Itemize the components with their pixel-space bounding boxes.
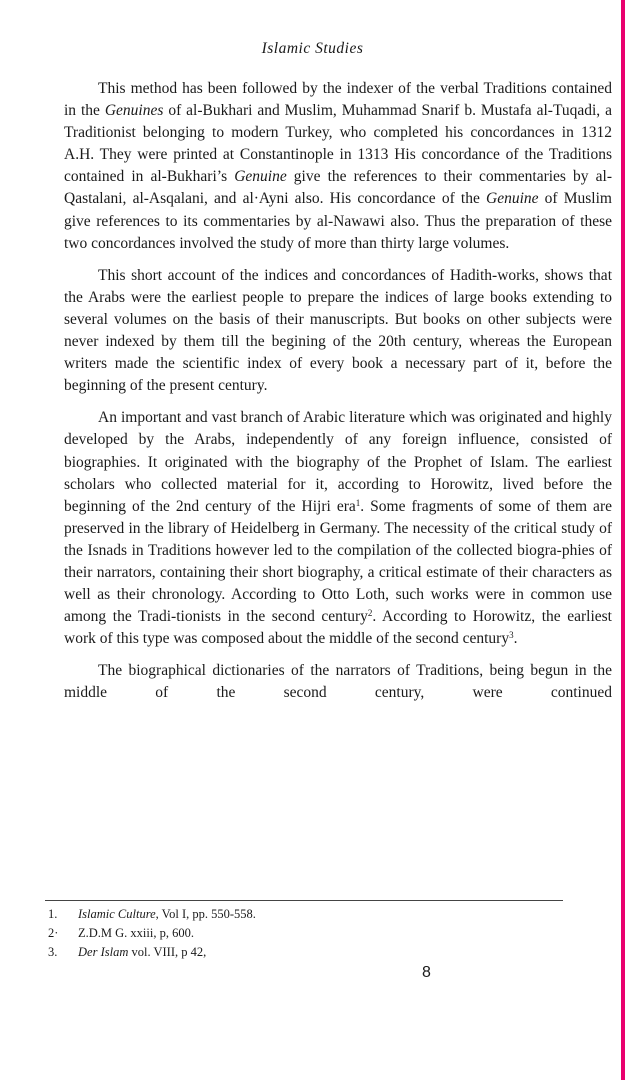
italic-term: Genuines: [104, 102, 164, 120]
footnotes: [48, 905, 256, 962]
body-paragraph: [64, 660, 612, 704]
text-run: Z.D.M G. xxiii, p, 600.: [78, 926, 194, 940]
footnote-number: 3.: [48, 945, 58, 959]
italic-term: Islamic Culture: [78, 907, 156, 921]
text-run: vol. VIII, p 42,: [128, 945, 207, 959]
footnote: [48, 924, 256, 943]
body-paragraph: [64, 265, 612, 398]
page-number: 8: [422, 964, 431, 981]
text-run: . Some fragments of some of them are preserved in the library of Heidelberg in Germany. The necessity of the critical study of the Isnads in Traditions however led to the compilation of the collected biogra-phies of their narrators, containing their short biography, a critical estimate of their characters as well as their chronology. According to Otto Loth, such works were in common use among the Tradi-tionists in the second century: [64, 497, 612, 626]
text-run: . According to Horowitz, the earliest work of this type was composed about the middle of the second century: [64, 608, 612, 648]
footnote: [48, 943, 256, 962]
page-edge-mark: [621, 0, 625, 1080]
text-run: This method has been followed by the indexer of the verbal Traditions contained in the: [64, 80, 612, 120]
running-header: Islamic Studies: [261, 40, 364, 57]
text-run: The biographical dictionaries of the narrators of Traditions, being begun in the middle of the second century, were continued: [64, 662, 612, 702]
footnote-ref: 3: [509, 630, 514, 641]
body-paragraph: [64, 407, 612, 650]
footnote-number: 2·: [48, 926, 59, 940]
italic-term: Der Islam: [78, 945, 129, 959]
footnote: [48, 905, 256, 924]
body-paragraph: [64, 78, 612, 255]
text-run: , Vol I, pp. 550-558.: [155, 907, 256, 921]
footnote-number: 1.: [48, 907, 58, 921]
text-run: of Muslim give references to its commentaries by al-Nawawi also. Thus the preparation of these two concordances involved the study of more than thirty large volumes.: [64, 190, 612, 252]
footnote-rule: [45, 900, 563, 901]
text-run: give the references to their commentaries by al-Qastalani, al-Asqalani, and al·Ayni also. His concordance of the: [64, 168, 612, 208]
footnote-ref: 2: [367, 608, 373, 619]
text-run: An important and vast branch of Arabic literature which was originated and highly developed by the Arabs, independently of any foreign influence, consisted of biographies. It originated with the biography of the Prophet of Islam. The earliest scholars who collected material for it, according to Horowitz, lived before the beginning of the 2nd century of the Hijri era: [64, 409, 612, 515]
italic-term: Genuine: [486, 190, 539, 208]
text-run: This short account of the indices and concordances of Hadith-works, shows that the Arabs were the earliest people to prepare the indices of large books extending to several volumes on the basis of their manuscripts. But books on other subjects were never indexed by them till the begining of the 20th century, whereas the European writers made the scientific index of every book a necessary part of it, before the beginning of the present century.: [64, 266, 612, 395]
text-run: of al-Bukhari and Muslim, Muhammad Snarif b. Mustafa al-Tuqadi, a Traditionist belonging to modern Turkey, who completed his concordances in 1312 A.H. They were printed at Constantinople in 1313 His concordance of the Traditions contained in al-Bukhari’s: [64, 102, 612, 186]
text-run: .: [513, 630, 518, 648]
body-text: [64, 78, 612, 705]
italic-term: Genuine: [234, 168, 287, 186]
footnote-ref: 1: [355, 497, 361, 508]
